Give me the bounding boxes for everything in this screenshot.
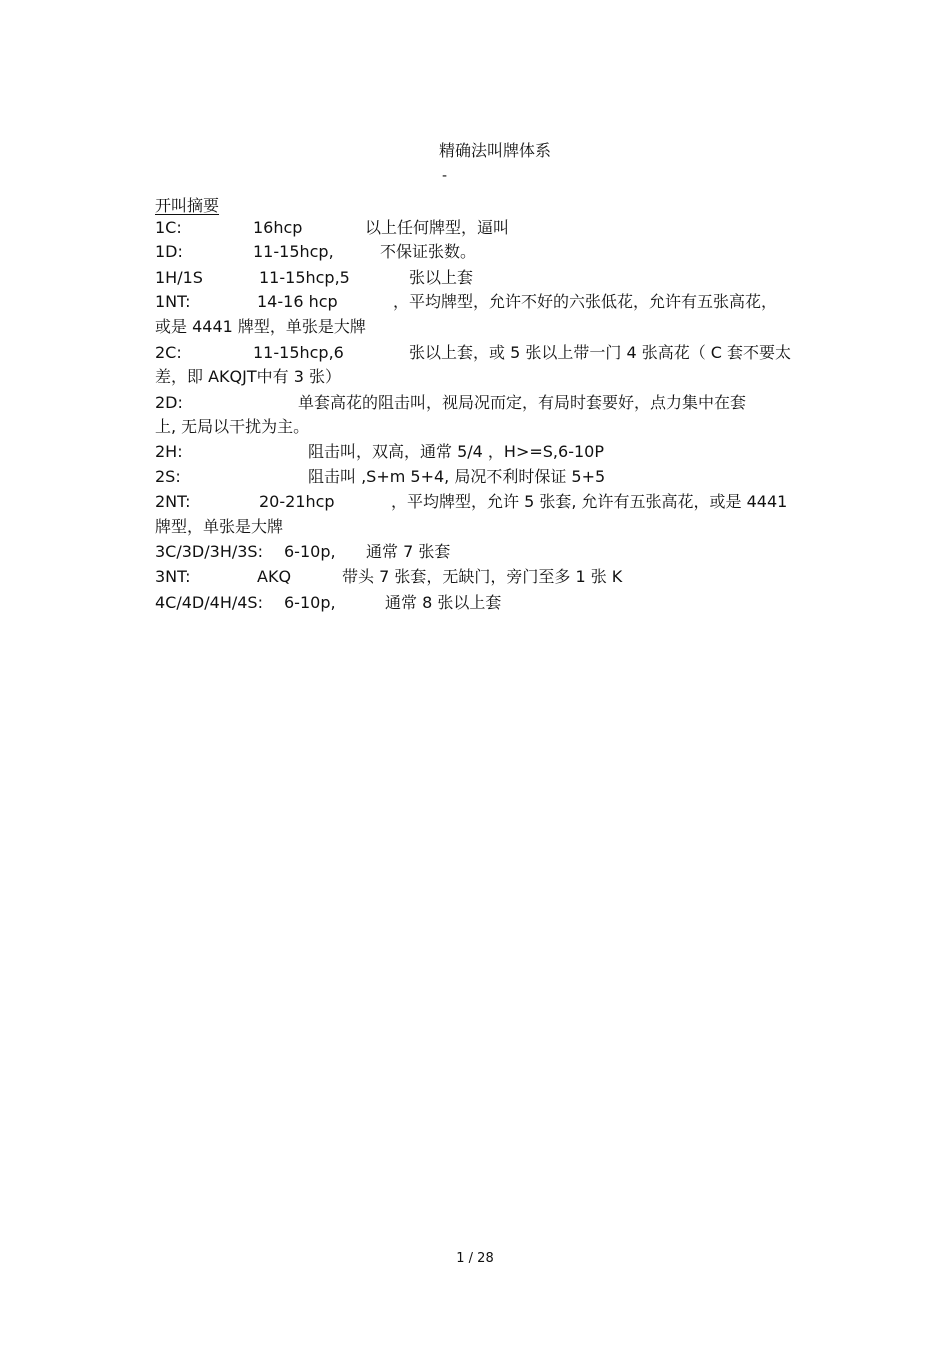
bid-points: 14-16 hcp (257, 292, 338, 311)
bid-description: ，平均牌型，允许不好的六张低花，允许有五张高花， (393, 292, 778, 311)
bid-continuation: 牌型，单张是大牌 (155, 517, 284, 536)
bid-label: 2C: (155, 343, 182, 362)
bid-description: 通常 7 张套 (366, 542, 451, 561)
bid-label: 2S: (155, 467, 181, 486)
section-heading: 开叫摘要 (155, 196, 220, 215)
bid-points: 20-21hcp (259, 492, 335, 511)
bid-description: 阻击叫 ,S+m 5+4, 局况不利时保证 5+5 (308, 467, 606, 486)
bid-continuation: 或是 4441 牌型，单张是大牌 (155, 317, 366, 336)
bid-points: 6-10p, (284, 593, 336, 612)
bid-points: 11-15hcp,5 (259, 268, 350, 287)
bid-description: 张以上套 (409, 268, 474, 287)
bid-points: 11-15hcp, (253, 242, 334, 261)
bid-description: 通常 8 张以上套 (385, 593, 502, 612)
bid-label: 3NT: (155, 567, 191, 586)
page-number: 1 / 28 (456, 1251, 494, 1266)
bid-label: 3C/3D/3H/3S: (155, 542, 263, 561)
bid-label: 1NT: (155, 292, 191, 311)
bid-continuation: 差，即 AKQJT中有 3 张） (155, 367, 341, 386)
bid-points: 6-10p, (284, 542, 336, 561)
bid-description: ，平均牌型，允许 5 张套, 允许有五张高花，或是 4441 (391, 492, 788, 511)
bid-continuation: 上, 无局以干扰为主。 (155, 417, 310, 436)
bid-points: 11-15hcp,6 (253, 343, 344, 362)
bid-label: 2H: (155, 442, 183, 461)
bid-description: 带头 7 张套，无缺门，旁门至多 1 张 K (342, 567, 623, 586)
bid-label: 4C/4D/4H/4S: (155, 593, 263, 612)
bid-points: AKQ (257, 567, 292, 586)
bid-label: 1H/1S (155, 268, 203, 287)
document-title: 精确法叫牌体系 (438, 141, 551, 160)
bid-description: 阻击叫，双高，通常 5/4 ，H>=S,6-10P (308, 442, 604, 461)
bid-description: 张以上套，或 5 张以上带一门 4 张高花（ C 套不要太 (409, 343, 792, 362)
bid-label: 1C: (155, 218, 182, 237)
bid-label: 2NT: (155, 492, 191, 511)
bid-description: 单套高花的阻击叫，视局况而定，有局时套要好，点力集中在套 (298, 393, 747, 412)
bid-label: 2D: (155, 393, 183, 412)
bid-description: 不保证张数。 (380, 242, 477, 261)
bid-points: 16hcp (253, 218, 303, 237)
bid-label: 1D: (155, 242, 183, 261)
bid-description: 以上任何牌型，逼叫 (365, 218, 510, 237)
separator-dash: - (442, 168, 448, 184)
